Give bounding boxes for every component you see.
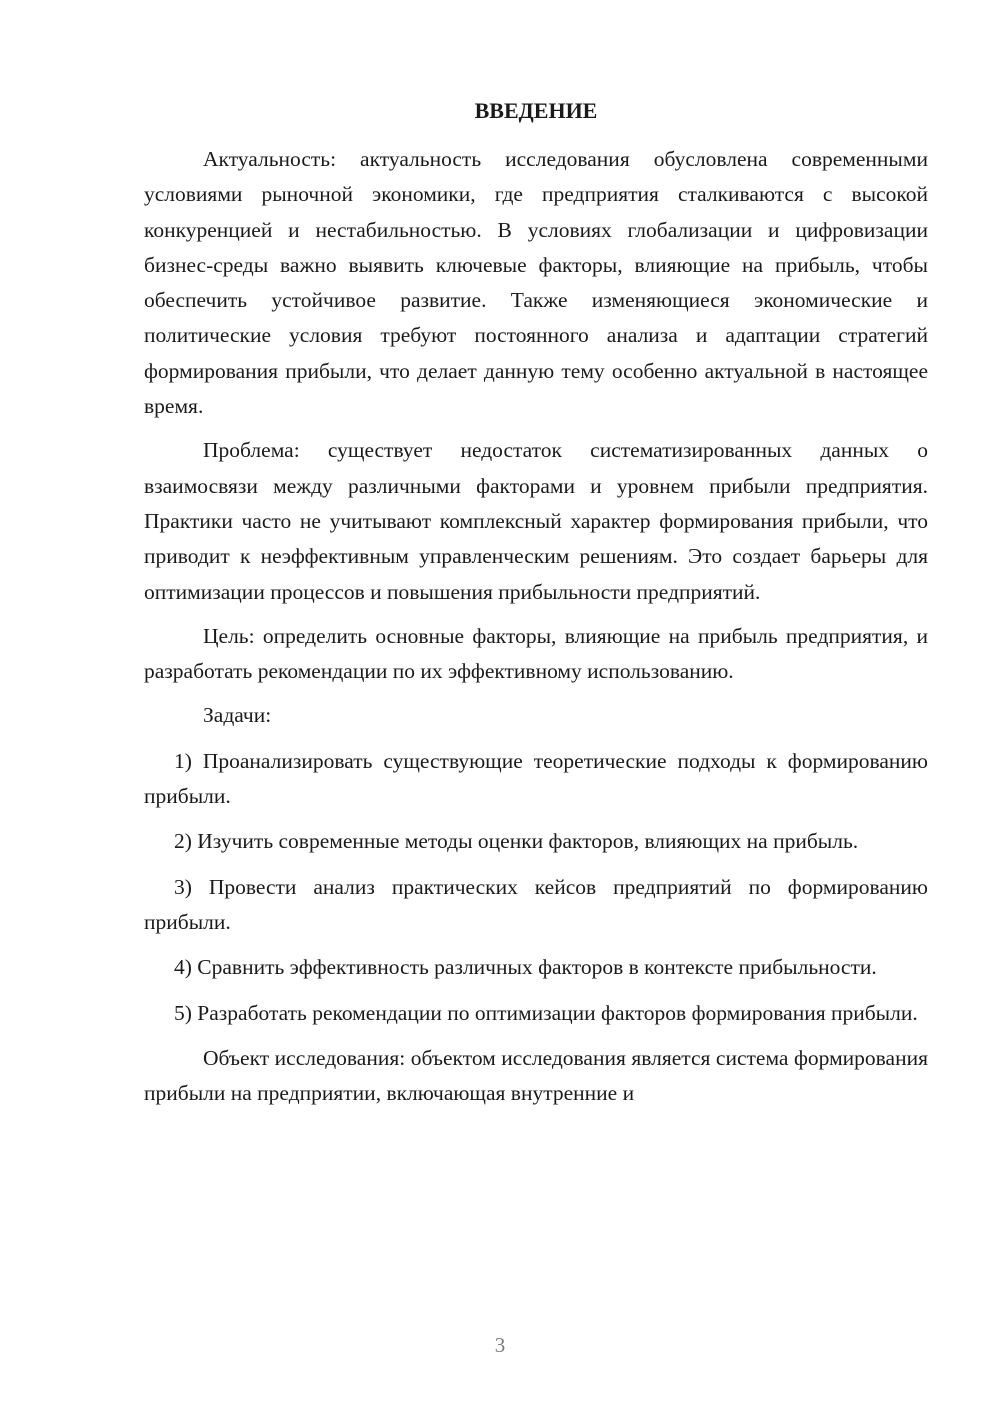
document-body: [144, 142, 928, 1120]
task-item: 4) Сравнить эффективность различных факторов в контексте прибыльности.: [174, 955, 877, 980]
goal-paragraph: Цель: определить основные факторы, влияющие на прибыль предприятия, и разработать рекомендации по их эффективному использованию.: [144, 623, 928, 684]
task-item: 1) Проанализировать существующие теоретические подходы к формированию прибыли.: [144, 748, 928, 809]
relevance-paragraph: Актуальность: актуальность исследования обусловлена современными условиями рыночной экономики, где предприятия сталкиваются с высокой конкуренцией и нестабильностью. В условиях глобализации и цифровизации бизнес-среды важно выявить ключевые факторы, влияющие на прибыль, чтобы обеспечить устойчивое развитие. Также изменяющиеся экономические и политические условия требуют постоянного анализа и адаптации стратегий формирования прибыли, что делает данную тему особенно актуальной в настоящее время.: [144, 147, 928, 419]
task-item: 5) Разработать рекомендации по оптимизации факторов формирования прибыли.: [174, 1000, 918, 1025]
object-paragraph: Объект исследования: объектом исследования является система формирования прибыли на предприятии, включающая внутренние и: [144, 1045, 928, 1106]
page-number: 3: [494, 1333, 506, 1357]
task-item: 2) Изучить современные методы оценки факторов, влияющих на прибыль.: [174, 829, 859, 854]
task-item: 3) Провести анализ практических кейсов предприятий по формированию прибыли.: [144, 874, 928, 934]
problem-paragraph: Проблема: существует недостаток систематизированных данных о взаимосвязи между различными факторами и уровнем прибыли предприятия. Практики часто не учитывают комплексный характер формирования прибыли, что приводит к неэффективным управленческим решениям. Это создает барьеры для оптимизации процессов и повышения прибыльности предприятий.: [144, 438, 928, 604]
page-title: ВВЕДЕНИЕ: [474, 98, 598, 123]
tasks-heading: Задачи:: [203, 703, 272, 728]
